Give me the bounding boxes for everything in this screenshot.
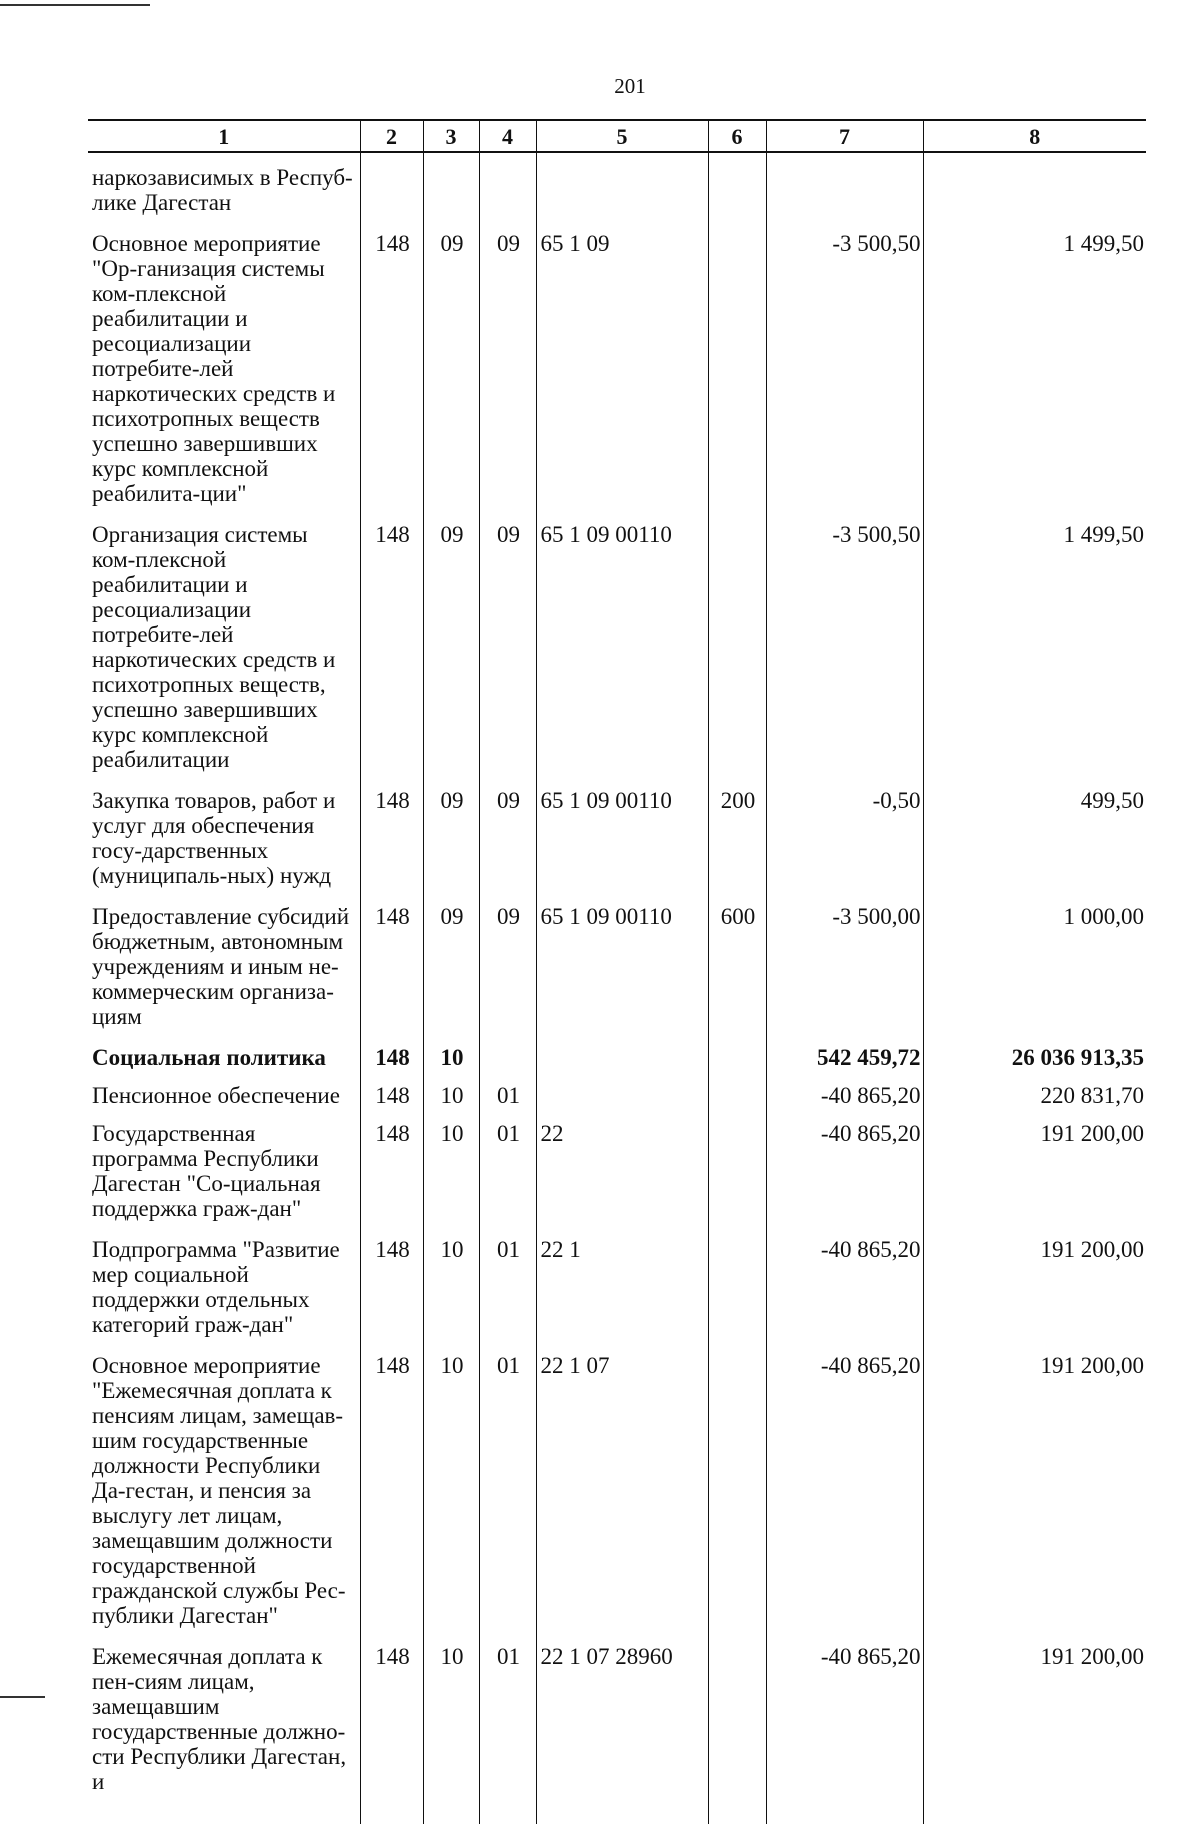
cell-change-amount: -40 865,20 [766,1121,923,1237]
cell-total-amount [923,152,1146,231]
column-header: 8 [923,120,1146,152]
cell-section: 10 [423,1644,479,1824]
row-name: Основное мероприятие "Ор-ганизация системы ком-плексной реабилитации и ресоциализации потребите-лей наркотических средств и психотропных веществ успешно завершивших курс комплексной реабилита-ции" [88,231,360,522]
cell-change-amount: -40 865,20 [766,1237,923,1353]
page-number: 201 [614,74,646,98]
cell-subsection: 01 [479,1644,536,1824]
cell-target-article [536,152,708,231]
cell-total-amount: 26 036 913,35 [923,1045,1146,1083]
cell-section: 10 [423,1121,479,1237]
cell-target-article: 65 1 09 00110 [536,788,708,904]
cell-subsection: 01 [479,1083,536,1121]
row-name: Ежемесячная доплата к пен-сиям лицам, замещавшим государственные должно-сти Республики Дагестан, и [88,1644,360,1824]
scan-edge-line-top [0,4,150,6]
cell-section: 09 [423,231,479,522]
cell-expense-type: 600 [708,904,766,1045]
row-name: Основное мероприятие "Ежемесячная доплата к пенсиям лицам, замещав-шим государственные должности Республики Да-гестан, и пенсия за выслугу лет лицам, замещавшим должности государственной гражданской службы Рес-публики Дагестан" [88,1353,360,1644]
cell-section: 10 [423,1045,479,1083]
cell-total-amount: 191 200,00 [923,1644,1146,1824]
row-name: Пенсионное обеспечение [88,1083,360,1121]
cell-ministry: 148 [360,1644,423,1824]
table-row [88,1083,1146,1121]
row-name: Предоставление субсидий бюджетным, автономным учреждениям и иным не-коммерческим организа-циям [88,904,360,1045]
cell-ministry: 148 [360,904,423,1045]
cell-ministry: 148 [360,231,423,522]
cell-subsection [479,152,536,231]
cell-target-article: 65 1 09 [536,231,708,522]
cell-expense-type [708,1237,766,1353]
cell-section: 10 [423,1083,479,1121]
cell-expense-type [708,231,766,522]
cell-subsection: 01 [479,1353,536,1644]
column-header: 1 [88,120,360,152]
cell-target-article: 22 [536,1121,708,1237]
cell-target-article: 22 1 [536,1237,708,1353]
cell-target-article: 65 1 09 00110 [536,904,708,1045]
cell-ministry [360,152,423,231]
cell-change-amount [766,152,923,231]
cell-ministry: 148 [360,1353,423,1644]
cell-subsection: 09 [479,231,536,522]
cell-ministry: 148 [360,522,423,788]
cell-subsection: 09 [479,788,536,904]
cell-expense-type [708,1045,766,1083]
cell-change-amount: -3 500,00 [766,904,923,1045]
cell-change-amount: -40 865,20 [766,1083,923,1121]
cell-section: 10 [423,1237,479,1353]
table-row [88,904,1146,1045]
cell-subsection [479,1045,536,1083]
cell-total-amount: 191 200,00 [923,1121,1146,1237]
cell-target-article: 22 1 07 28960 [536,1644,708,1824]
cell-expense-type [708,152,766,231]
cell-target-article: 22 1 07 [536,1353,708,1644]
cell-expense-type [708,1353,766,1644]
table-row [88,522,1146,788]
row-name: наркозависимых в Респуб-лике Дагестан [88,152,360,231]
cell-ministry: 148 [360,1083,423,1121]
cell-section: 09 [423,788,479,904]
cell-total-amount: 1 499,50 [923,522,1146,788]
table-row [88,1353,1146,1644]
cell-expense-type [708,1083,766,1121]
cell-change-amount: -3 500,50 [766,522,923,788]
cell-change-amount: -3 500,50 [766,231,923,522]
cell-section: 09 [423,522,479,788]
column-header: 5 [536,120,708,152]
budget-table [88,119,1146,1824]
cell-target-article: 65 1 09 00110 [536,522,708,788]
table-row [88,152,1146,231]
cell-subsection: 09 [479,522,536,788]
cell-subsection: 01 [479,1237,536,1353]
column-header: 3 [423,120,479,152]
cell-expense-type: 200 [708,788,766,904]
table-row [88,1121,1146,1237]
cell-total-amount: 220 831,70 [923,1083,1146,1121]
cell-section [423,152,479,231]
cell-total-amount: 1 499,50 [923,231,1146,522]
row-name: Закупка товаров, работ и услуг для обеспечения госу-дарственных (муниципаль-ных) нужд [88,788,360,904]
row-name: Государственная программа Республики Дагестан "Со-циальная поддержка граж-дан" [88,1121,360,1237]
cell-ministry: 148 [360,1045,423,1083]
table-row [88,231,1146,522]
cell-target-article [536,1045,708,1083]
table-row [88,788,1146,904]
table-row [88,1644,1146,1824]
cell-section: 09 [423,904,479,1045]
cell-subsection: 01 [479,1121,536,1237]
cell-expense-type [708,1644,766,1824]
column-header: 7 [766,120,923,152]
cell-total-amount: 499,50 [923,788,1146,904]
cell-ministry: 148 [360,1121,423,1237]
cell-change-amount: -0,50 [766,788,923,904]
column-header: 2 [360,120,423,152]
cell-change-amount: 542 459,72 [766,1045,923,1083]
cell-total-amount: 191 200,00 [923,1353,1146,1644]
row-name: Подпрограмма "Развитие мер социальной поддержки отдельных категорий граж-дан" [88,1237,360,1353]
cell-ministry: 148 [360,788,423,904]
cell-section: 10 [423,1353,479,1644]
cell-subsection: 09 [479,904,536,1045]
column-header: 6 [708,120,766,152]
row-name: Социальная политика [88,1045,360,1083]
row-name: Организация системы ком-плексной реабилитации и ресоциализации потребите-лей наркотических средств и психотропных веществ, успешно завершивших курс комплексной реабилитации [88,522,360,788]
cell-ministry: 148 [360,1237,423,1353]
cell-total-amount: 1 000,00 [923,904,1146,1045]
cell-expense-type [708,1121,766,1237]
table-row-section-total [88,1045,1146,1083]
table-row [88,1237,1146,1353]
scan-edge-line-bottom [0,1696,45,1698]
cell-change-amount: -40 865,20 [766,1644,923,1824]
table-header-row [88,120,1146,152]
cell-total-amount: 191 200,00 [923,1237,1146,1353]
column-header: 4 [479,120,536,152]
cell-target-article [536,1083,708,1121]
cell-expense-type [708,522,766,788]
cell-change-amount: -40 865,20 [766,1353,923,1644]
